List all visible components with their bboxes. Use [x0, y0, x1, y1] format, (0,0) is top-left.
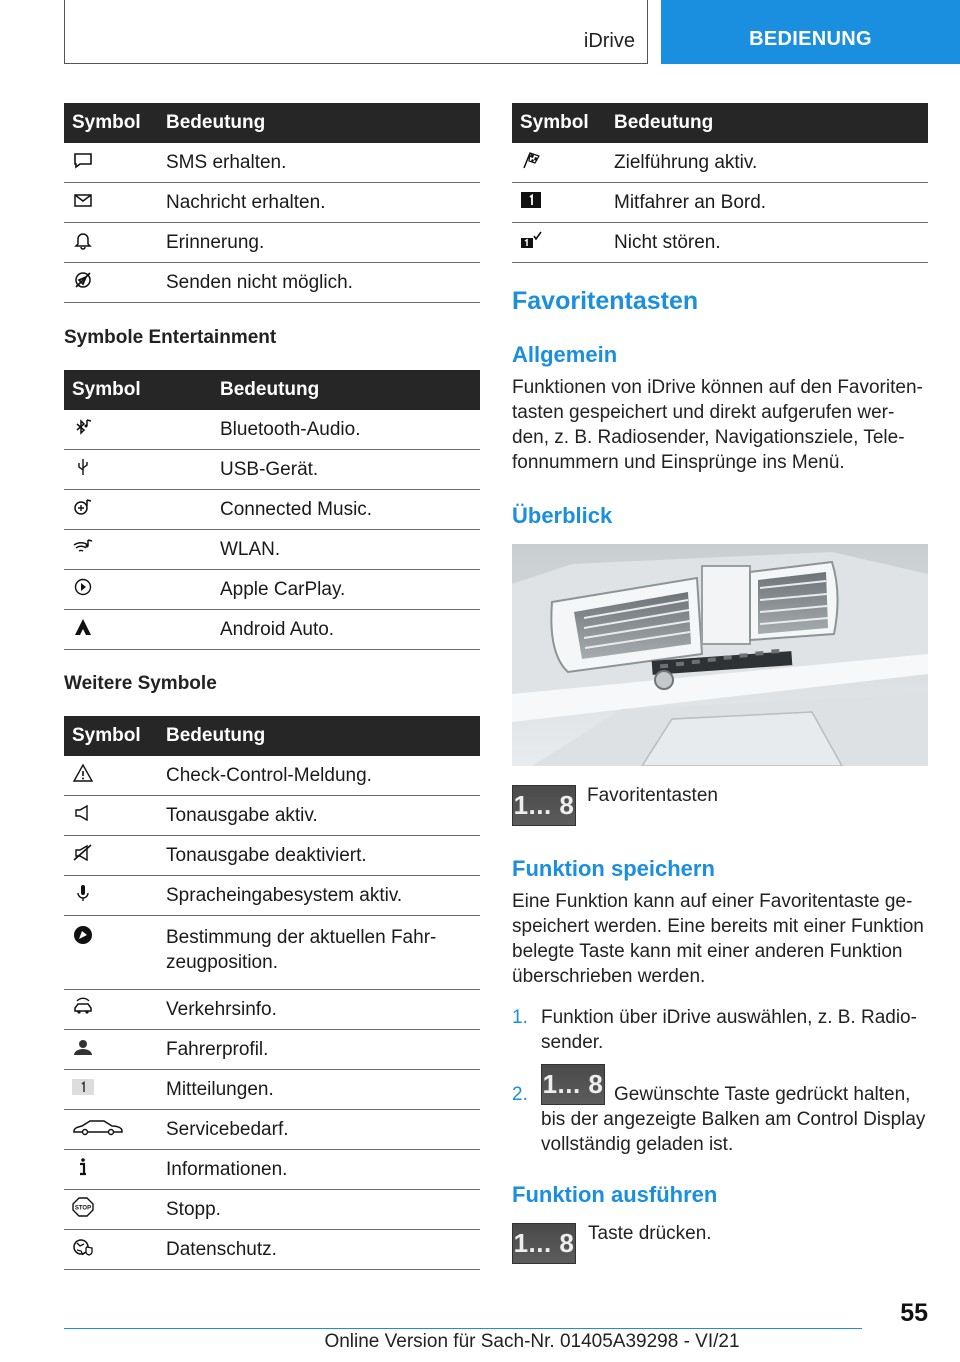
carplay-icon — [72, 577, 94, 597]
speaker-icon — [72, 803, 94, 823]
col-meaning: Bedeutung — [158, 103, 480, 143]
symbol-meaning: Senden nicht möglich. — [158, 263, 480, 303]
info-icon — [72, 1157, 94, 1177]
table-row — [64, 756, 480, 796]
symbol-meaning: Spracheingabesystem aktiv. — [158, 876, 480, 916]
table-row — [64, 610, 480, 650]
heading-allgemein: Allgemein — [512, 342, 618, 367]
ausfuehren-text: Taste drücken. — [588, 1223, 712, 1244]
driver-profile-icon — [72, 1037, 94, 1057]
symbol-meaning: Apple CarPlay. — [212, 570, 480, 610]
table-row — [64, 450, 480, 490]
step-number: 1. — [512, 1007, 528, 1028]
table-row — [64, 570, 480, 610]
bluetooth-audio-icon — [72, 417, 94, 437]
step-line: Funktion über iDrive auswählen, z. B. Radio- — [541, 1007, 917, 1028]
symbol-meaning: Android Auto. — [212, 610, 480, 650]
privacy-icon — [72, 1237, 94, 1257]
header-chapter: BEDIENUNG — [661, 0, 960, 64]
header-frame — [64, 0, 648, 64]
table-row — [64, 490, 480, 530]
step-2-text — [541, 1107, 951, 1157]
passenger-icon — [520, 190, 542, 210]
step-number: 2. — [512, 1084, 528, 1105]
step-2-line-1: Gewünschte Taste gedrückt halten, — [614, 1084, 911, 1105]
symbol-meaning: Nachricht erhalten. — [158, 183, 480, 223]
message-count-icon — [72, 1077, 94, 1097]
table-row — [64, 143, 480, 183]
symbol-meaning: Bluetooth-Audio. — [212, 410, 480, 450]
col-symbol: Symbol — [64, 103, 158, 143]
symbol-meaning: WLAN. — [212, 530, 480, 570]
step-line: vollständig geladen ist. — [541, 1134, 734, 1155]
svg-text:STOP: STOP — [74, 1205, 92, 1211]
section-heading-weitere: Weitere Symbole — [64, 673, 217, 694]
favorite-buttons-symbol: 1... 8 — [512, 1223, 576, 1264]
table-row — [64, 836, 480, 876]
symbol-meaning: Fahrerprofil. — [158, 1030, 480, 1070]
car-service-icon — [72, 1117, 124, 1137]
send-disabled-icon — [72, 270, 94, 290]
table-row — [512, 143, 928, 183]
favorite-buttons-symbol: 1... 8 — [512, 785, 576, 826]
heading-favoritentasten: Favoritentasten — [512, 287, 699, 315]
paragraph-line: fonnummern und Einsprünge ins Menü. — [512, 452, 845, 473]
symbol-meaning: Zielführung aktiv. — [606, 143, 928, 183]
paragraph-line: Funktionen von iDrive können auf den Favoriten- — [512, 377, 923, 398]
paragraph-line: den, z. B. Radiosender, Navigationsziele, Tele- — [512, 427, 905, 448]
warning-triangle-icon — [72, 763, 94, 783]
bell-icon — [72, 230, 94, 250]
dashboard-illustration — [512, 544, 928, 766]
position-arrow-icon — [72, 925, 94, 945]
table-row — [64, 1150, 480, 1190]
symbol-meaning: Tonausgabe aktiv. — [158, 796, 480, 836]
col-symbol: Symbol — [64, 716, 158, 756]
connected-music-icon — [72, 497, 94, 517]
footer-text: Online Version für Sach-Nr. 01405A39298 - VI/21 — [324, 1331, 740, 1352]
step-1-text — [541, 1005, 941, 1055]
meaning-line-1: Bestimmung der aktuellen Fahr- — [166, 927, 437, 948]
heading-funktion-speichern: Funktion speichern — [512, 856, 715, 881]
page-number: 55 — [900, 1299, 928, 1327]
paragraph-line: speichert werden. Eine bereits mit einer Funktion — [512, 916, 924, 937]
col-meaning: Bedeutung — [212, 370, 480, 410]
android-auto-icon — [72, 617, 94, 637]
table-row — [64, 1110, 480, 1150]
col-meaning: Bedeutung — [606, 103, 928, 143]
speichern-paragraph — [512, 889, 952, 989]
messages-symbol-table — [64, 103, 480, 303]
symbol-meaning: Nicht stören. — [606, 223, 928, 263]
traffic-info-icon — [72, 997, 94, 1017]
stop-icon — [72, 1197, 94, 1217]
section-heading-entertainment: Symbole Entertainment — [64, 327, 277, 348]
symbol-meaning: Erinnerung. — [158, 223, 480, 263]
favorite-buttons-symbol: 1... 8 — [541, 1064, 605, 1105]
wlan-icon — [72, 537, 94, 557]
symbol-meaning: Stopp. — [158, 1190, 480, 1230]
paragraph-line: überschrieben werden. — [512, 966, 706, 987]
entertainment-symbol-table — [64, 370, 480, 650]
table-row — [64, 990, 480, 1030]
allgemein-paragraph — [512, 375, 942, 475]
table-row — [64, 916, 480, 990]
speaker-muted-icon — [72, 843, 94, 863]
table-row — [64, 1070, 480, 1110]
microphone-icon — [72, 883, 94, 903]
step-line: bis der angezeigte Balken am Control Display — [541, 1109, 926, 1130]
other-symbol-table — [64, 716, 480, 1270]
header-section: iDrive — [583, 30, 635, 52]
do-not-disturb-icon — [520, 230, 542, 250]
paragraph-line: Eine Funktion kann auf einer Favoritentaste ge- — [512, 891, 913, 912]
symbol-meaning: Datenschutz. — [158, 1230, 480, 1270]
col-symbol: Symbol — [64, 370, 212, 410]
checkered-flag-icon — [520, 150, 542, 170]
heading-ueberblick: Überblick — [512, 503, 613, 528]
paragraph-line: tasten gespeichert und direkt aufgerufen wer- — [512, 402, 895, 423]
col-meaning: Bedeutung — [158, 716, 480, 756]
heading-funktion-ausfuehren: Funktion ausführen — [512, 1182, 718, 1207]
table-row — [512, 183, 928, 223]
table-row — [64, 1030, 480, 1070]
table-row — [64, 223, 480, 263]
symbol-meaning: Check-Control-Meldung. — [158, 756, 480, 796]
symbol-meaning: USB-Gerät. — [212, 450, 480, 490]
symbol-meaning: SMS erhalten. — [158, 143, 480, 183]
table-row — [64, 1230, 480, 1270]
symbol-meaning: Mitteilungen. — [158, 1070, 480, 1110]
symbol-meaning: Servicebedarf. — [158, 1110, 480, 1150]
status-symbol-table — [512, 103, 928, 263]
table-row — [64, 1190, 480, 1230]
symbol-meaning: Informationen. — [158, 1150, 480, 1190]
col-symbol: Symbol — [512, 103, 606, 143]
usb-icon — [72, 457, 94, 477]
symbol-meaning: Tonausgabe deaktiviert. — [158, 836, 480, 876]
meaning-line-2: zeugposition. — [166, 952, 278, 973]
table-row — [64, 530, 480, 570]
table-row — [64, 183, 480, 223]
paragraph-line: belegte Taste kann mit einer anderen Funktion — [512, 941, 903, 962]
table-row — [512, 223, 928, 263]
step-line: sender. — [541, 1032, 604, 1053]
symbol-meaning — [158, 916, 480, 990]
table-row — [64, 410, 480, 450]
image-caption: Favoritentasten — [587, 785, 718, 806]
symbol-meaning: Verkehrsinfo. — [158, 990, 480, 1030]
symbol-meaning: Mitfahrer an Bord. — [606, 183, 928, 223]
table-row — [64, 876, 480, 916]
table-row — [64, 263, 480, 303]
footer-divider — [64, 1328, 862, 1329]
envelope-icon — [72, 190, 94, 210]
table-row — [64, 796, 480, 836]
symbol-meaning: Connected Music. — [212, 490, 480, 530]
speech-bubble-icon — [72, 150, 94, 170]
